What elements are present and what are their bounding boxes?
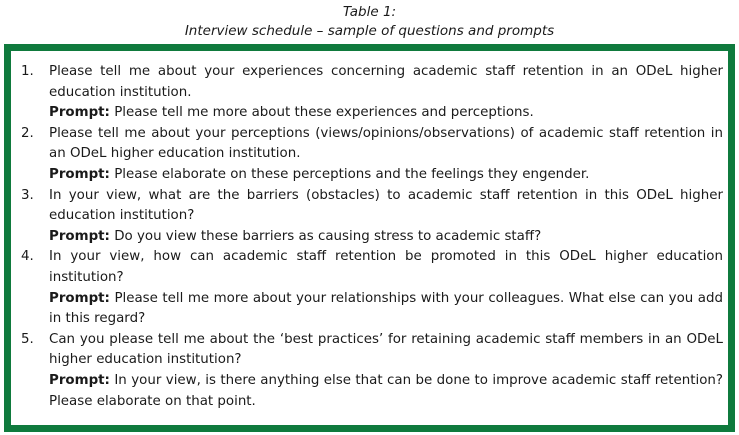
- table-title: Table 1:: [342, 4, 397, 20]
- question-text: Can you please tell me about the ‘best practices’ for retaining academic staff members in an ODeL higher education institution?: [49, 331, 723, 368]
- prompt-line: [49, 165, 723, 186]
- item-number: 5.: [21, 331, 34, 347]
- prompt-line: [49, 289, 723, 330]
- item-number: 3.: [21, 187, 34, 203]
- question-text: In your view, how can academic staff retention be promoted in this ODeL higher education institution?: [49, 249, 723, 285]
- prompt-label: Prompt:: [49, 166, 110, 182]
- item-number: 1.: [21, 64, 34, 79]
- prompt-text: Do you view these barriers as causing stress to academic staff?: [114, 228, 542, 244]
- table-subtitle: Interview schedule – sample of questions and prompts: [184, 23, 555, 39]
- item-number: 2.: [21, 125, 34, 141]
- table-frame: [4, 44, 735, 432]
- list-item: [21, 186, 723, 248]
- question-list: [21, 62, 723, 412]
- list-item: [21, 247, 723, 329]
- prompt-line: [49, 371, 723, 412]
- list-item: [21, 62, 723, 124]
- prompt-line: [49, 103, 723, 124]
- prompt-text: Please tell me more about these experiences and perceptions.: [114, 105, 534, 121]
- question-text: Please tell me about your experiences concerning academic staff retention in an ODeL higher education institution.: [49, 64, 723, 100]
- prompt-label: Prompt:: [49, 105, 110, 121]
- prompt-label: Prompt:: [49, 290, 110, 306]
- list-item: [21, 124, 723, 186]
- item-number: 4.: [21, 249, 34, 265]
- prompt-text: Please tell me more about your relationships with your colleagues. What else can you add in this regard?: [49, 290, 723, 327]
- prompt-line: [49, 227, 723, 248]
- list-item: [21, 330, 723, 412]
- prompt-label: Prompt:: [49, 228, 110, 244]
- question-text: Please tell me about your perceptions (views/opinions/observations) of academic staff retention in an ODeL higher education institution.: [49, 125, 723, 162]
- prompt-text: In your view, is there anything else that can be done to improve academic staff retention? Please elaborate on that point.: [49, 372, 723, 409]
- prompt-text: Please elaborate on these perceptions and the feelings they engender.: [114, 166, 590, 182]
- prompt-label: Prompt:: [49, 372, 110, 388]
- question-text: In your view, what are the barriers (obstacles) to academic staff retention in this ODeL higher education institution?: [49, 187, 723, 224]
